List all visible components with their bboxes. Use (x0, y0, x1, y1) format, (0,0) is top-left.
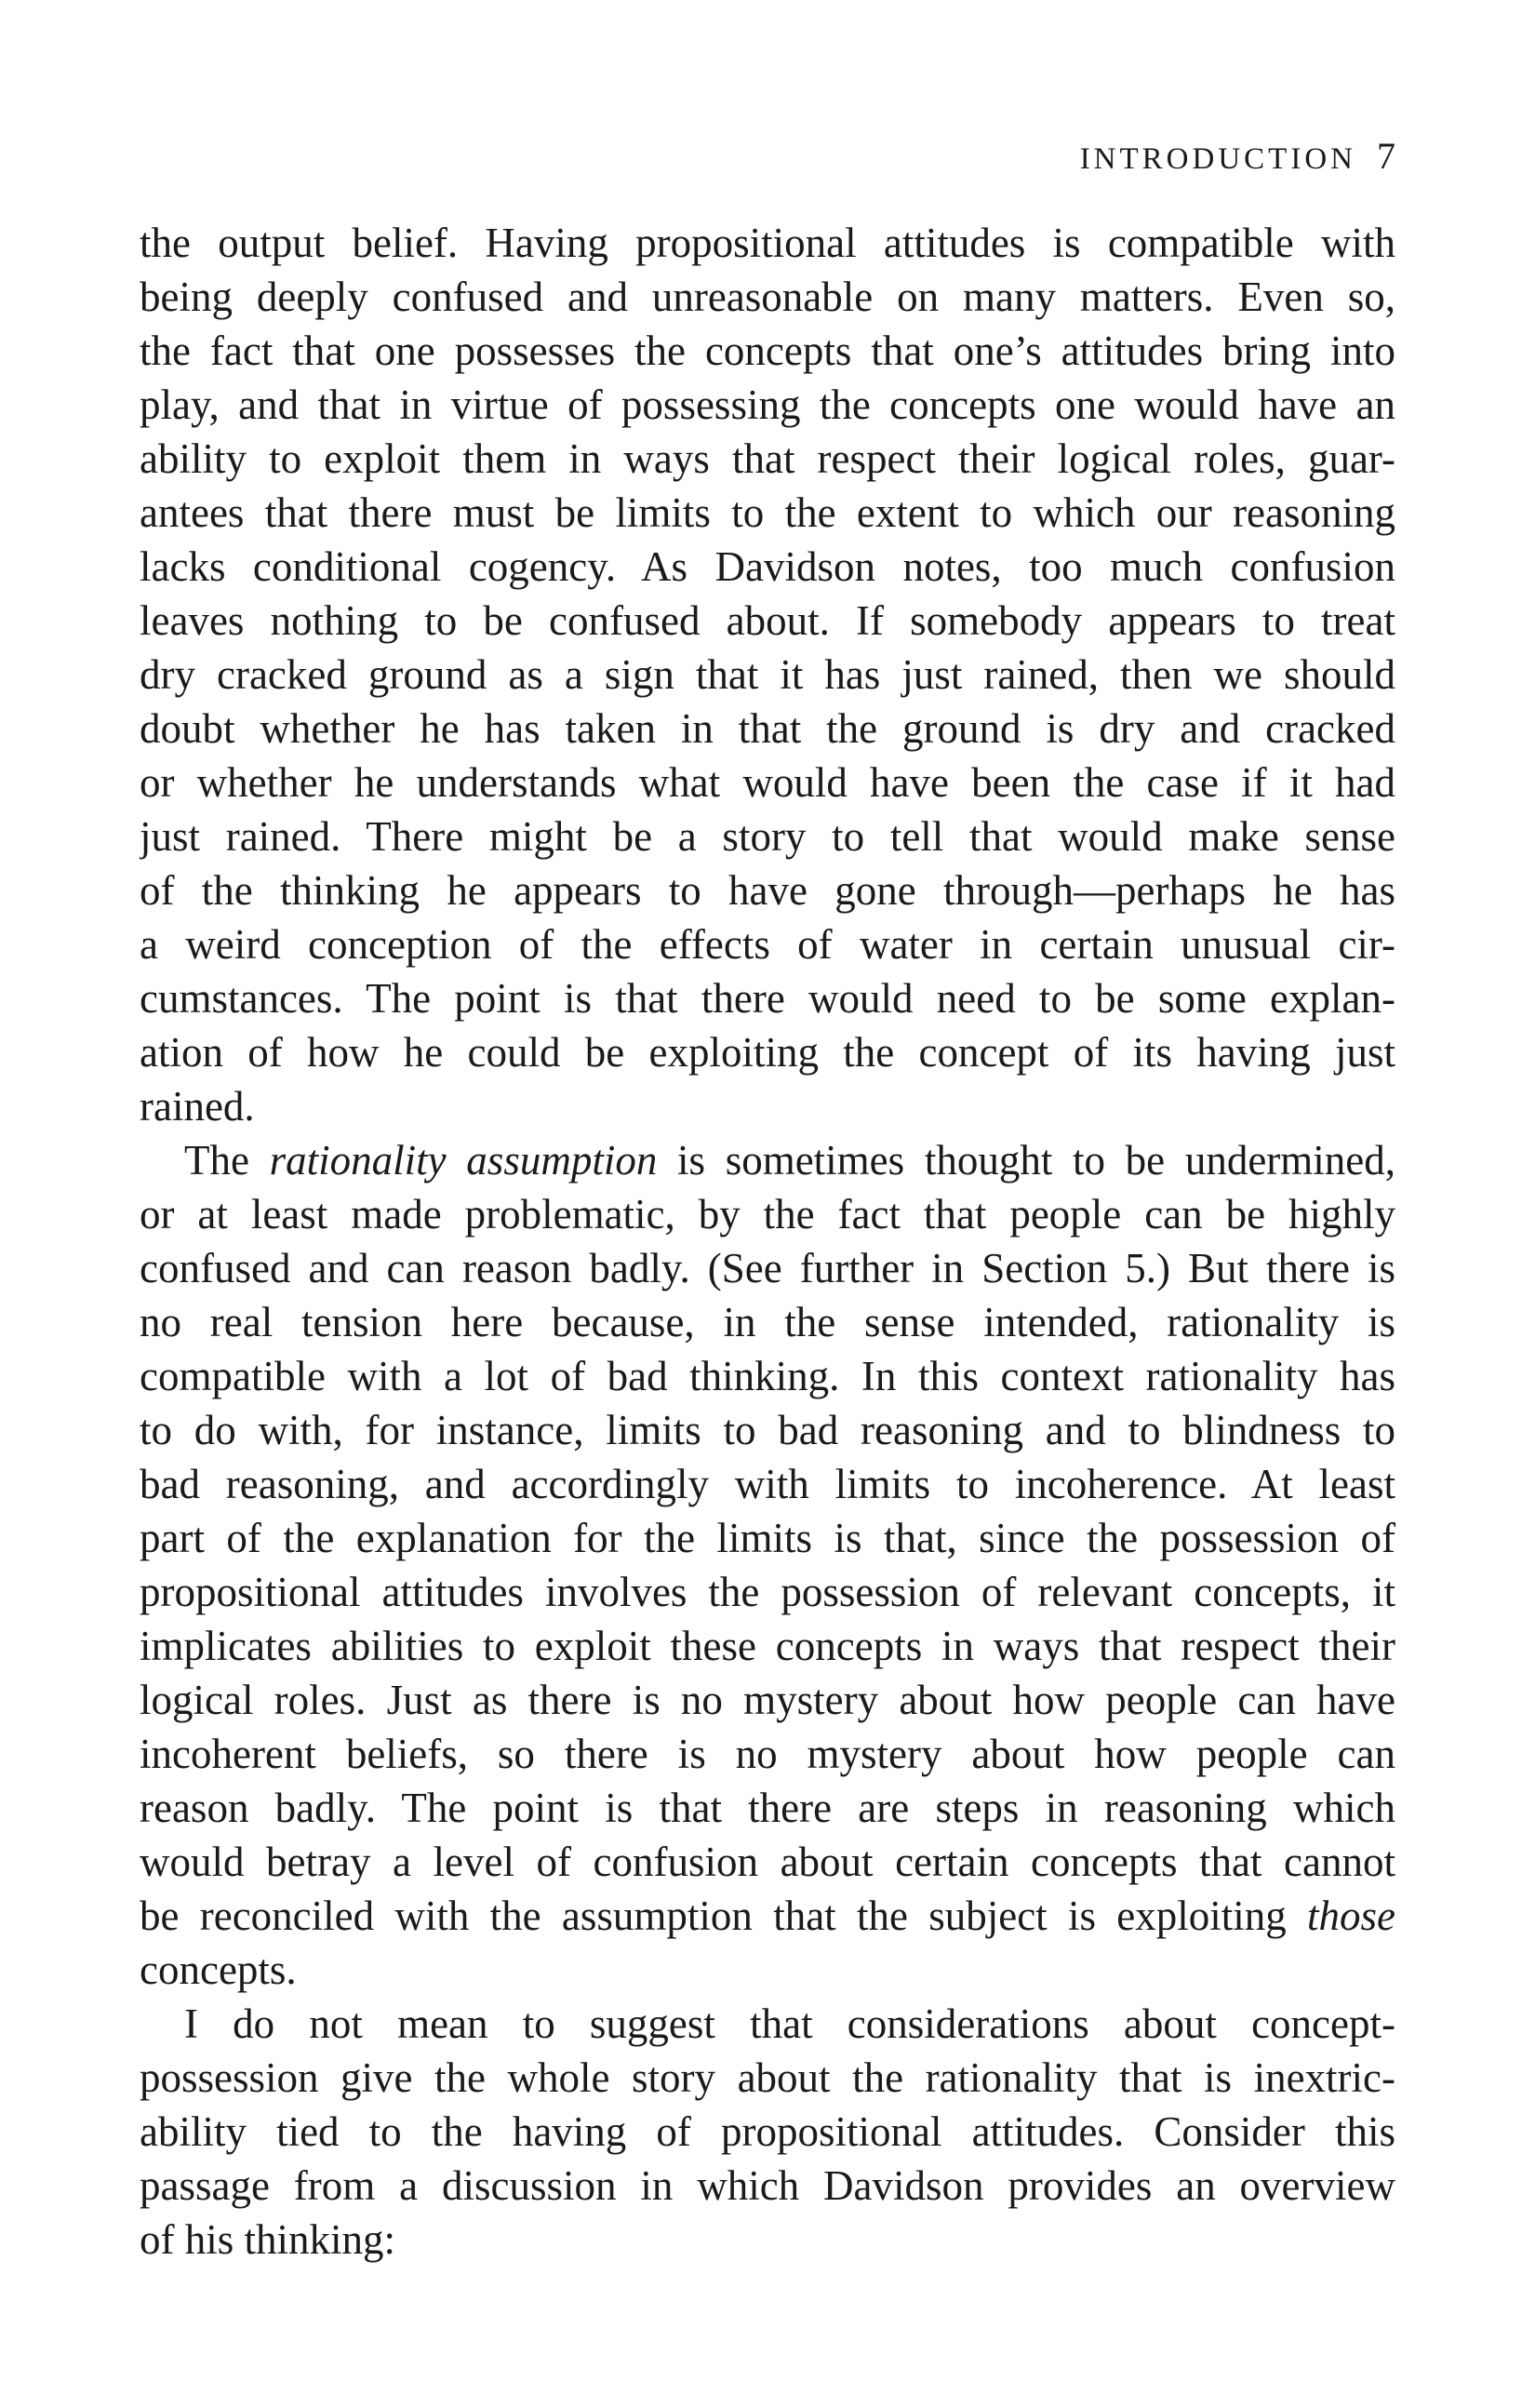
text-run: the output belief. Having propositional attitudes is compatible with (140, 220, 1395, 266)
text-run: play, and that in virtue of possessing the concepts one would have an (140, 381, 1395, 428)
text-run: rained. (140, 1083, 255, 1130)
running-head (1079, 135, 1395, 177)
text-run: logical roles. Just as there is no mystery about how people can have (140, 1677, 1395, 1723)
text-run: propositional attitudes involves the possession of relevant concepts, it (140, 1569, 1395, 1615)
text-line (140, 1349, 1395, 1403)
text-run: being deeply confused and unreasonable on many matters. Even so, (140, 274, 1395, 320)
text-run: I do not mean to suggest that considerations about concept- (184, 2000, 1395, 2047)
text-line (140, 1457, 1395, 1511)
text-line (140, 1241, 1395, 1295)
text-run: bad reasoning, and accordingly with limits to incoherence. At least (140, 1461, 1395, 1507)
text-run: or whether he understands what would have been the case if it had (140, 759, 1395, 806)
text-run: cumstances. The point is that there would need to be some explan- (140, 975, 1395, 1022)
text-line (140, 594, 1395, 648)
text-run: of the thinking he appears to have gone through—perhaps he has (140, 867, 1395, 914)
text-run: ability tied to the having of propositional attitudes. Consider this (140, 2108, 1395, 2155)
text-run: implicates abilities to exploit these concepts in ways that respect their (140, 1623, 1395, 1669)
page-number: 7 (1377, 135, 1395, 177)
text-run: reason badly. The point is that there are steps in reasoning which (140, 1785, 1395, 1831)
text-line (140, 1889, 1395, 1943)
text-run: be reconciled with the assumption that the subject is exploiting (140, 1893, 1307, 1939)
text-line (140, 1781, 1395, 1835)
text-line (140, 2105, 1395, 2159)
text-run: no real tension here because, in the sense intended, rationality is (140, 1299, 1395, 1345)
text-run: to do with, for instance, limits to bad reasoning and to blindness to (140, 1407, 1395, 1453)
text-run: incoherent beliefs, so there is no mystery about how people can (140, 1731, 1395, 1777)
text-run: passage from a discussion in which Davidson provides an overview (140, 2162, 1395, 2209)
text-line (140, 1133, 1395, 1187)
paragraph (140, 216, 1395, 1133)
text-run: just rained. There might be a story to tell that would make sense (140, 813, 1395, 860)
text-run: The (184, 1137, 270, 1184)
text-line (140, 1673, 1395, 1727)
text-line (140, 1943, 1395, 1997)
text-run: lacks conditional cogency. As Davidson notes, too much confusion (140, 543, 1395, 590)
text-line (140, 648, 1395, 702)
text-line (140, 1619, 1395, 1673)
text-line (140, 863, 1395, 917)
text-line (140, 1025, 1395, 1079)
body-text (140, 216, 1395, 2267)
text-line (140, 1727, 1395, 1781)
text-line (140, 2159, 1395, 2213)
paragraph (140, 1997, 1395, 2267)
text-run: concepts. (140, 1946, 297, 1993)
text-line (140, 540, 1395, 594)
text-line (140, 702, 1395, 756)
text-run: ation of how he could be exploiting the concept of its having just (140, 1029, 1395, 1076)
text-line (140, 2213, 1395, 2267)
text-line (140, 809, 1395, 863)
text-line (140, 1997, 1395, 2051)
text-line (140, 756, 1395, 809)
text-run: possession give the whole story about the rationality that is inextric- (140, 2054, 1395, 2101)
text-line (140, 1295, 1395, 1349)
paragraph (140, 1133, 1395, 1997)
text-run: is sometimes thought to be undermined, (657, 1137, 1395, 1184)
text-run: would betray a level of confusion about certain concepts that cannot (140, 1839, 1395, 1885)
text-line (140, 486, 1395, 540)
text-line (140, 1403, 1395, 1457)
running-title: INTRODUCTION (1079, 142, 1356, 176)
text-line (140, 917, 1395, 971)
text-line (140, 1511, 1395, 1565)
text-run: a weird conception of the effects of water in certain unusual cir- (140, 921, 1395, 968)
italic-text: those (1307, 1893, 1395, 1939)
text-run: dry cracked ground as a sign that it has just rained, then we should (140, 651, 1395, 698)
text-run: part of the explanation for the limits is that, since the possession of (140, 1515, 1395, 1561)
text-line (140, 1187, 1395, 1241)
text-line (140, 971, 1395, 1025)
text-line (140, 378, 1395, 432)
text-line (140, 432, 1395, 486)
text-line (140, 270, 1395, 324)
italic-text: rationality assumption (269, 1137, 658, 1184)
text-line (140, 2051, 1395, 2105)
text-line (140, 1565, 1395, 1619)
text-run: the fact that one possesses the concepts that one’s attitudes bring into (140, 328, 1395, 374)
text-line (140, 1079, 1395, 1133)
text-line (140, 324, 1395, 378)
text-run: confused and can reason badly. (See further in Section 5.) But there is (140, 1245, 1395, 1291)
text-run: antees that there must be limits to the extent to which our reasoning (140, 489, 1395, 536)
text-run: ability to exploit them in ways that respect their logical roles, guar- (140, 435, 1395, 482)
text-run: doubt whether he has taken in that the ground is dry and cracked (140, 705, 1395, 752)
text-run: of his thinking: (140, 2216, 396, 2263)
text-line (140, 216, 1395, 270)
text-run: or at least made problematic, by the fact that people can be highly (140, 1191, 1395, 1237)
text-line (140, 1835, 1395, 1889)
text-run: leaves nothing to be confused about. If somebody appears to treat (140, 597, 1395, 644)
text-run: compatible with a lot of bad thinking. In this context rationality has (140, 1353, 1395, 1399)
